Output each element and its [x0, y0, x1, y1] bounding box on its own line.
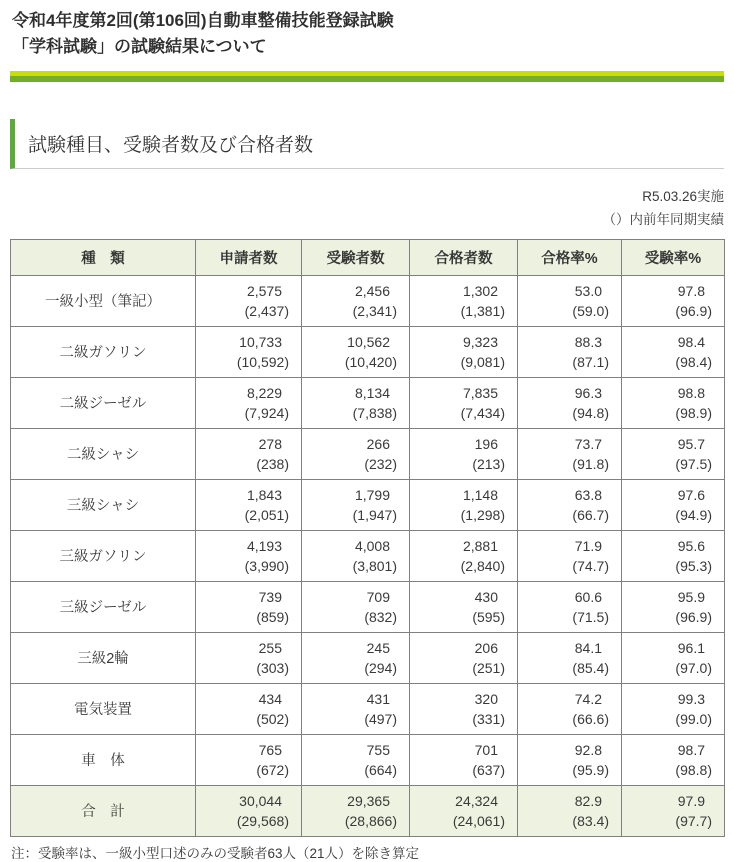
value-cell [622, 530, 725, 581]
value-cell [302, 785, 410, 836]
current-value: 196 [474, 435, 498, 452]
previous-value: (2,840) [460, 557, 505, 574]
table-row [11, 275, 725, 326]
page-title-line1: 令和4年度第2回(第106回)自動車整備技能登録試験 [12, 11, 394, 30]
current-value: 755 [366, 741, 390, 758]
current-value: 63.8 [574, 486, 602, 503]
category-cell: 三級2輪 [11, 632, 196, 683]
current-value: 1,799 [354, 486, 390, 503]
current-value: 60.6 [574, 588, 602, 605]
previous-value: (502) [256, 710, 289, 727]
previous-value: (10,592) [236, 353, 289, 370]
current-value: 8,229 [246, 384, 282, 401]
implementation-date: R5.03.26実施 [642, 188, 724, 204]
current-value: 74.2 [574, 690, 602, 707]
value-cell [196, 785, 302, 836]
value-cell [302, 428, 410, 479]
value-cell [410, 785, 518, 836]
current-value: 95.9 [677, 588, 705, 605]
value-cell [196, 428, 302, 479]
previous-value: (98.9) [675, 404, 712, 421]
previous-value: (91.8) [572, 455, 609, 472]
current-value: 30,044 [239, 792, 282, 809]
value-cell [518, 275, 622, 326]
value-cell [622, 428, 725, 479]
current-value: 701 [474, 741, 498, 758]
table-row [11, 785, 725, 836]
current-value: 709 [366, 588, 390, 605]
current-value: 1,302 [462, 282, 498, 299]
header-attendance-rate: 受験率% [622, 239, 725, 275]
category-cell: 三級シャシ [11, 479, 196, 530]
current-value: 206 [474, 639, 498, 656]
value-cell [302, 683, 410, 734]
previous-value: (24,061) [452, 812, 505, 829]
value-cell [302, 530, 410, 581]
value-cell [622, 734, 725, 785]
previous-value: (331) [472, 710, 505, 727]
previous-value: (95.9) [572, 761, 609, 778]
current-value: 98.8 [677, 384, 705, 401]
value-cell [196, 530, 302, 581]
current-value: 278 [258, 435, 282, 452]
category-cell: 二級シャシ [11, 428, 196, 479]
table-row [11, 734, 725, 785]
current-value: 96.1 [677, 639, 705, 656]
previous-value: (251) [472, 659, 505, 676]
current-value: 10,562 [347, 333, 390, 350]
current-value: 73.7 [574, 435, 602, 452]
header-passers: 合格者数 [410, 239, 518, 275]
previous-value: (238) [256, 455, 289, 472]
current-value: 4,008 [354, 537, 390, 554]
previous-value: (83.4) [572, 812, 609, 829]
current-value: 95.6 [677, 537, 705, 554]
current-value: 24,324 [455, 792, 498, 809]
value-cell [302, 734, 410, 785]
header-applicants: 申請者数 [196, 239, 302, 275]
previous-value: (94.9) [675, 506, 712, 523]
value-cell [518, 683, 622, 734]
previous-value: (637) [472, 761, 505, 778]
previous-value: (97.0) [675, 659, 712, 676]
current-value: 53.0 [574, 282, 602, 299]
current-value: 431 [366, 690, 390, 707]
previous-value: (595) [472, 608, 505, 625]
category-cell: 二級ジーゼル [11, 377, 196, 428]
value-cell [622, 275, 725, 326]
current-value: 1,148 [462, 486, 498, 503]
meta-block [10, 185, 724, 232]
table-row [11, 632, 725, 683]
current-value: 245 [366, 639, 390, 656]
category-cell: 電気装置 [11, 683, 196, 734]
previous-value: (59.0) [572, 302, 609, 319]
previous-value: (1,381) [460, 302, 505, 319]
value-cell [410, 275, 518, 326]
value-cell [302, 632, 410, 683]
value-cell [518, 581, 622, 632]
value-cell [302, 326, 410, 377]
previous-value: (832) [364, 608, 397, 625]
previous-value: (3,990) [244, 557, 289, 574]
value-cell [196, 581, 302, 632]
value-cell [518, 632, 622, 683]
previous-value: (85.4) [572, 659, 609, 676]
current-value: 7,835 [462, 384, 498, 401]
current-value: 8,134 [354, 384, 390, 401]
previous-value: (96.9) [675, 302, 712, 319]
previous-value: (98.8) [675, 761, 712, 778]
previous-value: (99.0) [675, 710, 712, 727]
value-cell [410, 581, 518, 632]
value-cell [196, 377, 302, 428]
current-value: 10,733 [239, 333, 282, 350]
table-row [11, 530, 725, 581]
table-row [11, 326, 725, 377]
current-value: 97.6 [677, 486, 705, 503]
previous-value: (96.9) [675, 608, 712, 625]
previous-value: (66.7) [572, 506, 609, 523]
category-cell: 一級小型（筆記） [11, 275, 196, 326]
current-value: 99.3 [677, 690, 705, 707]
previous-value: (28,866) [344, 812, 397, 829]
value-cell [410, 632, 518, 683]
value-cell [196, 326, 302, 377]
current-value: 96.3 [574, 384, 602, 401]
current-value: 29,365 [347, 792, 390, 809]
current-value: 92.8 [574, 741, 602, 758]
previous-value: (2,437) [244, 302, 289, 319]
green-divider-bar [10, 71, 724, 82]
value-cell [196, 683, 302, 734]
value-cell [410, 683, 518, 734]
paren-legend: （）内前年同期実績 [602, 212, 724, 228]
table-body [11, 275, 725, 836]
results-table [10, 239, 725, 837]
table-row [11, 683, 725, 734]
value-cell [622, 479, 725, 530]
current-value: 739 [258, 588, 282, 605]
value-cell [622, 785, 725, 836]
value-cell [518, 428, 622, 479]
current-value: 2,456 [354, 282, 390, 299]
previous-value: (497) [364, 710, 397, 727]
value-cell [622, 377, 725, 428]
footnote: 注：受験率は、一級小型口述のみの受験者63人（21人）を除き算定 [11, 845, 420, 861]
value-cell [622, 683, 725, 734]
value-cell [196, 632, 302, 683]
current-value: 84.1 [574, 639, 602, 656]
current-value: 98.7 [677, 741, 705, 758]
value-cell [302, 479, 410, 530]
previous-value: (71.5) [572, 608, 609, 625]
value-cell [196, 275, 302, 326]
current-value: 82.9 [574, 792, 602, 809]
previous-value: (2,341) [352, 302, 397, 319]
previous-value: (664) [364, 761, 397, 778]
value-cell [410, 734, 518, 785]
value-cell [302, 275, 410, 326]
previous-value: (294) [364, 659, 397, 676]
previous-value: (95.3) [675, 557, 712, 574]
current-value: 430 [474, 588, 498, 605]
previous-value: (1,298) [460, 506, 505, 523]
category-cell: 三級ガソリン [11, 530, 196, 581]
value-cell [302, 581, 410, 632]
value-cell [622, 581, 725, 632]
current-value: 71.9 [574, 537, 602, 554]
table-header-row [11, 239, 725, 275]
page-title-line2: 「学科試験」の試験結果について [12, 37, 267, 57]
value-cell [622, 326, 725, 377]
current-value: 88.3 [574, 333, 602, 350]
header-examinees: 受験者数 [302, 239, 410, 275]
table-row [11, 377, 725, 428]
current-value: 4,193 [246, 537, 282, 554]
previous-value: (98.4) [675, 353, 712, 370]
previous-value: (303) [256, 659, 289, 676]
current-value: 2,881 [462, 537, 498, 554]
previous-value: (859) [256, 608, 289, 625]
value-cell [410, 479, 518, 530]
current-value: 765 [258, 741, 282, 758]
current-value: 98.4 [677, 333, 705, 350]
value-cell [196, 479, 302, 530]
current-value: 9,323 [462, 333, 498, 350]
previous-value: (29,568) [236, 812, 289, 829]
value-cell [518, 326, 622, 377]
previous-value: (1,947) [352, 506, 397, 523]
table-row [11, 581, 725, 632]
previous-value: (7,838) [352, 404, 397, 421]
value-cell [518, 479, 622, 530]
previous-value: (97.7) [675, 812, 712, 829]
value-cell [302, 377, 410, 428]
value-cell [410, 428, 518, 479]
previous-value: (94.8) [572, 404, 609, 421]
previous-value: (9,081) [460, 353, 505, 370]
previous-value: (7,924) [244, 404, 289, 421]
category-cell: 車 体 [11, 734, 196, 785]
value-cell [196, 734, 302, 785]
value-cell [410, 377, 518, 428]
section-heading: 試験種目、受験者数及び合格者数 [10, 119, 724, 169]
table-row [11, 428, 725, 479]
value-cell [518, 734, 622, 785]
current-value: 97.8 [677, 282, 705, 299]
current-value: 266 [366, 435, 390, 452]
previous-value: (74.7) [572, 557, 609, 574]
previous-value: (66.6) [572, 710, 609, 727]
current-value: 255 [258, 639, 282, 656]
value-cell [518, 785, 622, 836]
current-value: 434 [258, 690, 282, 707]
value-cell [410, 326, 518, 377]
previous-value: (7,434) [460, 404, 505, 421]
current-value: 1,843 [246, 486, 282, 503]
previous-value: (213) [472, 455, 505, 472]
header-category: 種 類 [11, 239, 196, 275]
current-value: 97.9 [677, 792, 705, 809]
header-pass-rate: 合格率% [518, 239, 622, 275]
category-cell: 合 計 [11, 785, 196, 836]
value-cell [410, 530, 518, 581]
previous-value: (87.1) [572, 353, 609, 370]
previous-value: (10,420) [344, 353, 397, 370]
value-cell [622, 632, 725, 683]
previous-value: (232) [364, 455, 397, 472]
value-cell [518, 377, 622, 428]
previous-value: (672) [256, 761, 289, 778]
current-value: 320 [474, 690, 498, 707]
current-value: 2,575 [246, 282, 282, 299]
value-cell [518, 530, 622, 581]
previous-value: (2,051) [244, 506, 289, 523]
page-title [10, 8, 724, 61]
table-row [11, 479, 725, 530]
previous-value: (3,801) [352, 557, 397, 574]
category-cell: 三級ジーゼル [11, 581, 196, 632]
current-value: 95.7 [677, 435, 705, 452]
previous-value: (97.5) [675, 455, 712, 472]
category-cell: 二級ガソリン [11, 326, 196, 377]
